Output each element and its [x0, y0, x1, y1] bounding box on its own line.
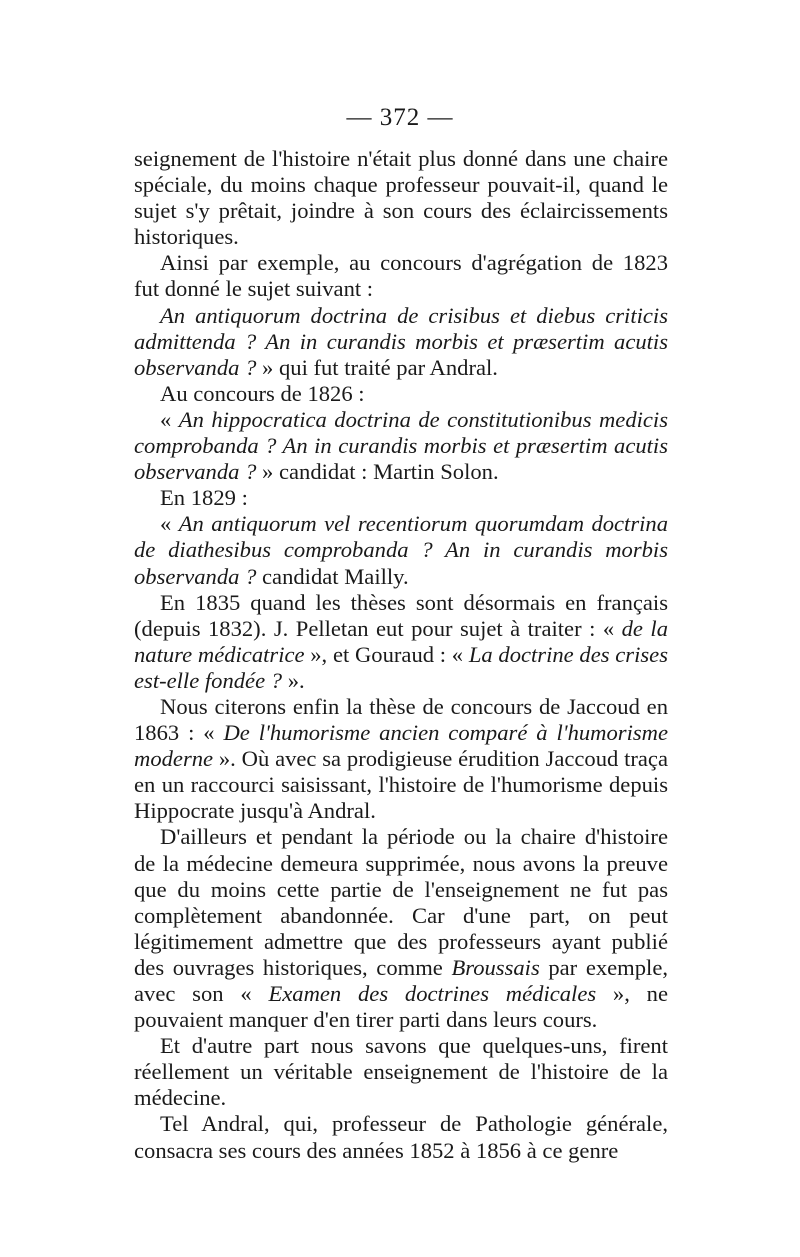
text-run: « — [160, 406, 179, 432]
text-run: » qui fut traité par Andral. — [256, 354, 498, 380]
paragraph — [134, 511, 668, 589]
thesis-title: de la nature médicatrice — [134, 615, 668, 667]
latin-thesis-title: An hippocratica doctrina de constitutionibus medicis comprobanda ? An in curandis morbis et præsertim acutis observanda ? — [134, 406, 668, 485]
text-run: Et d'autre part nous savons que quelques-uns, firent réellement un véritable enseignement de l'histoire de la médecine. — [134, 1033, 668, 1111]
text-run: par exemple, avec son « — [134, 954, 668, 1006]
text-run: Nous citerons enfin la thèse de concours de Jaccoud en 1863 : « — [134, 693, 668, 746]
text-run: En 1829 : — [160, 485, 248, 511]
body-text — [134, 146, 668, 1164]
text-run: En 1835 quand les thèses sont désormais en français (depuis 1832). J. Pelletan eut pour sujet à traiter : « — [134, 589, 668, 641]
text-run: », et Gouraud : « — [304, 641, 469, 667]
latin-thesis-title: An antiquorum doctrina de crisibus et diebus criticis admittenda ? An in curandis morbis et præsertim acutis observanda ? — [134, 302, 668, 380]
paragraph — [134, 303, 668, 381]
paragraph — [134, 824, 668, 1033]
text-run: ». — [282, 667, 305, 693]
text-run: candidat Mailly. — [256, 563, 409, 589]
text-run: « — [160, 511, 179, 537]
paragraph — [134, 250, 668, 302]
paragraph — [134, 381, 668, 407]
paragraph — [134, 146, 668, 250]
thesis-title: La doctrine des crises est-elle fondée ? — [134, 641, 668, 693]
paragraph — [134, 590, 668, 694]
text-run: Au concours de 1826 : — [160, 380, 365, 406]
paragraph — [134, 1111, 668, 1163]
text-run: seignement de l'histoire n'était plus donné dans une chaire spéciale, du moins chaque professeur pouvait-il, quand le sujet s'y prêtait, joindre à son cours des éclaircissements historiques. — [134, 146, 668, 250]
text-run: », ne pouvaient manquer d'en tirer parti dans leurs cours. — [134, 981, 668, 1033]
paragraph — [134, 407, 668, 485]
author-name: Broussais — [451, 954, 540, 980]
book-title: Examen des doctrines médicales — [268, 981, 597, 1006]
text-run: Tel Andral, qui, professeur de Pathologie générale, consacra ses cours des années 1852 à 1856 à ce genre — [134, 1111, 668, 1163]
text-run: D'ailleurs et pendant la période ou la chaire d'histoire de la médecine demeura supprimée, nous avons la preuve que du moins cette partie de l'enseignement ne fut pas complètement abandonnée. Car d'une part, on peut légitimement admettre que des professeurs ayant publié des ouvrages historiques, comme — [134, 824, 668, 980]
paragraph — [134, 694, 668, 824]
latin-thesis-title: An antiquorum vel recentiorum quorumdam doctrina de diathesibus comprobanda ? An in curandis morbis observanda ? — [134, 511, 669, 589]
text-run: Ainsi par exemple, au concours d'agrégation de 1823 fut donné le sujet suivant : — [134, 250, 668, 302]
text-run: » candidat : Martin Solon. — [256, 459, 499, 485]
thesis-title: De l'humorisme ancien comparé à l'humorisme moderne — [134, 720, 668, 772]
paragraph — [134, 485, 668, 511]
text-run: ». Où avec sa prodigieuse érudition Jaccoud traça en un raccourci saisissant, l'histoire de l'humorisme depuis Hippocrate jusqu'à Andral. — [134, 746, 668, 824]
page-number: — 372 — — [346, 104, 454, 131]
paragraph — [134, 1033, 668, 1111]
